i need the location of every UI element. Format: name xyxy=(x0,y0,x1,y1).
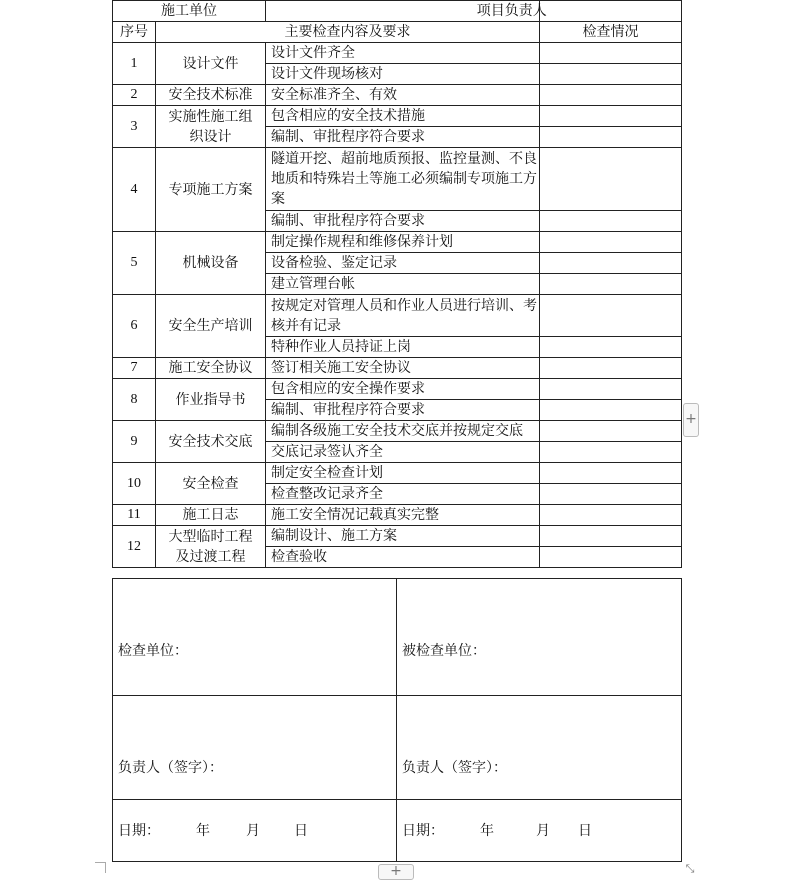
item-status-cell[interactable] xyxy=(540,64,682,85)
item-requirement: 特种作业人员持证上岗 xyxy=(266,337,540,358)
item-requirement: 签订相关施工安全协议 xyxy=(266,358,540,379)
item-requirement: 设备检验、鉴定记录 xyxy=(266,253,540,274)
day-left: 日 xyxy=(294,823,308,839)
signature-table xyxy=(112,578,682,862)
item-status-cell[interactable] xyxy=(540,253,682,274)
table-row xyxy=(113,106,682,127)
item-category: 大型临时工程及过渡工程 xyxy=(156,526,266,568)
table-row xyxy=(113,295,682,337)
item-number: 3 xyxy=(113,106,156,148)
item-requirement: 设计文件现场核对 xyxy=(266,64,540,85)
item-status-cell[interactable] xyxy=(540,421,682,442)
item-requirement: 检查验收 xyxy=(266,547,540,568)
table-row xyxy=(113,148,682,211)
year-left: 年 xyxy=(196,823,210,839)
table-row xyxy=(113,505,682,526)
item-status-cell[interactable] xyxy=(540,85,682,106)
items-body xyxy=(113,43,682,568)
page-corner-mark xyxy=(95,862,106,873)
table-row xyxy=(113,526,682,547)
item-number: 11 xyxy=(113,505,156,526)
item-status-cell[interactable] xyxy=(540,232,682,253)
table-row xyxy=(113,85,682,106)
item-category: 施工安全协议 xyxy=(156,358,266,379)
item-category: 安全技术交底 xyxy=(156,421,266,463)
column-header-row xyxy=(113,22,682,43)
item-status-cell[interactable] xyxy=(540,400,682,421)
item-category: 安全检查 xyxy=(156,463,266,505)
inspected-unit-label: 被检查单位： xyxy=(402,643,486,659)
table-row xyxy=(113,421,682,442)
add-row-handle[interactable]: + xyxy=(378,864,414,880)
item-status-cell[interactable] xyxy=(540,43,682,64)
header-row xyxy=(113,1,682,22)
item-status-cell[interactable] xyxy=(540,547,682,568)
item-requirement: 编制、审批程序符合要求 xyxy=(266,400,540,421)
item-number: 7 xyxy=(113,358,156,379)
item-requirement: 设计文件齐全 xyxy=(266,43,540,64)
item-status-cell[interactable] xyxy=(540,442,682,463)
item-requirement: 编制各级施工安全技术交底并按规定交底 xyxy=(266,421,540,442)
item-requirement: 编制设计、施工方案 xyxy=(266,526,540,547)
table-resize-icon[interactable]: ⤡ xyxy=(685,862,695,875)
item-requirement: 安全标准齐全、有效 xyxy=(266,85,540,106)
sign-row-date xyxy=(113,800,682,862)
manager-value-cell[interactable] xyxy=(540,1,682,22)
add-column-handle[interactable]: + xyxy=(683,403,699,437)
date-left-label: 日期： xyxy=(118,823,160,839)
col-seq-header: 序号 xyxy=(113,22,156,43)
item-category: 施工日志 xyxy=(156,505,266,526)
item-number: 5 xyxy=(113,232,156,295)
checklist-table xyxy=(112,0,682,568)
responsible-right-cell[interactable] xyxy=(397,696,682,800)
item-status-cell[interactable] xyxy=(540,295,682,337)
inspect-unit-cell[interactable] xyxy=(113,579,397,696)
item-number: 12 xyxy=(113,526,156,568)
item-category: 安全技术标准 xyxy=(156,85,266,106)
responsible-left-label: 负责人（签字）： xyxy=(118,760,223,776)
manager-label: 项目负责人 xyxy=(476,3,547,19)
item-number: 1 xyxy=(113,43,156,85)
date-left-cell[interactable] xyxy=(113,800,397,862)
item-category: 设计文件 xyxy=(156,43,266,85)
item-number: 10 xyxy=(113,463,156,505)
item-status-cell[interactable] xyxy=(540,211,682,232)
item-status-cell[interactable] xyxy=(540,127,682,148)
item-requirement: 编制、审批程序符合要求 xyxy=(266,127,540,148)
sign-row-unit xyxy=(113,579,682,696)
item-status-cell[interactable] xyxy=(540,337,682,358)
item-number: 2 xyxy=(113,85,156,106)
day-right: 日 xyxy=(578,823,592,839)
date-right-label: 日期： xyxy=(402,823,444,839)
item-category: 实施性施工组织设计 xyxy=(156,106,266,148)
item-requirement: 施工安全情况记载真实完整 xyxy=(266,505,540,526)
table-row xyxy=(113,43,682,64)
col-status-header: 检查情况 xyxy=(540,22,682,43)
item-requirement: 隧道开挖、超前地质预报、监控量测、不良地质和特殊岩土等施工必须编制专项施工方案 xyxy=(266,148,540,211)
item-requirement: 检查整改记录齐全 xyxy=(266,484,540,505)
item-requirement: 按规定对管理人员和作业人员进行培训、考核并有记录 xyxy=(266,295,540,337)
month-left: 月 xyxy=(246,823,260,839)
responsible-left-cell[interactable] xyxy=(113,696,397,800)
col-content-header: 主要检查内容及要求 xyxy=(156,22,540,43)
item-number: 6 xyxy=(113,295,156,358)
table-row xyxy=(113,232,682,253)
item-number: 8 xyxy=(113,379,156,421)
item-requirement: 编制、审批程序符合要求 xyxy=(266,211,540,232)
item-number: 9 xyxy=(113,421,156,463)
item-status-cell[interactable] xyxy=(540,274,682,295)
item-requirement: 制定安全检查计划 xyxy=(266,463,540,484)
item-category: 机械设备 xyxy=(156,232,266,295)
item-status-cell[interactable] xyxy=(540,379,682,400)
item-category: 安全生产培训 xyxy=(156,295,266,358)
year-right: 年 xyxy=(480,823,494,839)
date-right-cell[interactable] xyxy=(397,800,682,862)
sign-row-responsible xyxy=(113,696,682,800)
table-row xyxy=(113,463,682,484)
inspect-unit-label: 检查单位： xyxy=(118,643,188,659)
item-category: 作业指导书 xyxy=(156,379,266,421)
item-status-cell[interactable] xyxy=(540,463,682,484)
item-category: 专项施工方案 xyxy=(156,148,266,232)
item-requirement: 建立管理台帐 xyxy=(266,274,540,295)
item-status-cell[interactable] xyxy=(540,358,682,379)
item-status-cell[interactable] xyxy=(540,505,682,526)
table-row xyxy=(113,358,682,379)
month-right: 月 xyxy=(536,823,550,839)
item-requirement: 制定操作规程和维修保养计划 xyxy=(266,232,540,253)
table-row xyxy=(113,379,682,400)
item-requirement: 包含相应的安全技术措施 xyxy=(266,106,540,127)
item-requirement: 交底记录签认齐全 xyxy=(266,442,540,463)
item-status-cell[interactable] xyxy=(540,106,682,127)
unit-value-cell[interactable] xyxy=(266,1,547,22)
responsible-right-label: 负责人（签字）： xyxy=(402,760,507,776)
item-requirement: 包含相应的安全操作要求 xyxy=(266,379,540,400)
item-status-cell[interactable] xyxy=(540,526,682,547)
item-status-cell[interactable] xyxy=(540,484,682,505)
item-number: 4 xyxy=(113,148,156,232)
inspected-unit-cell[interactable] xyxy=(397,579,682,696)
unit-label: 施工单位 xyxy=(113,1,266,22)
item-status-cell[interactable] xyxy=(540,148,682,211)
